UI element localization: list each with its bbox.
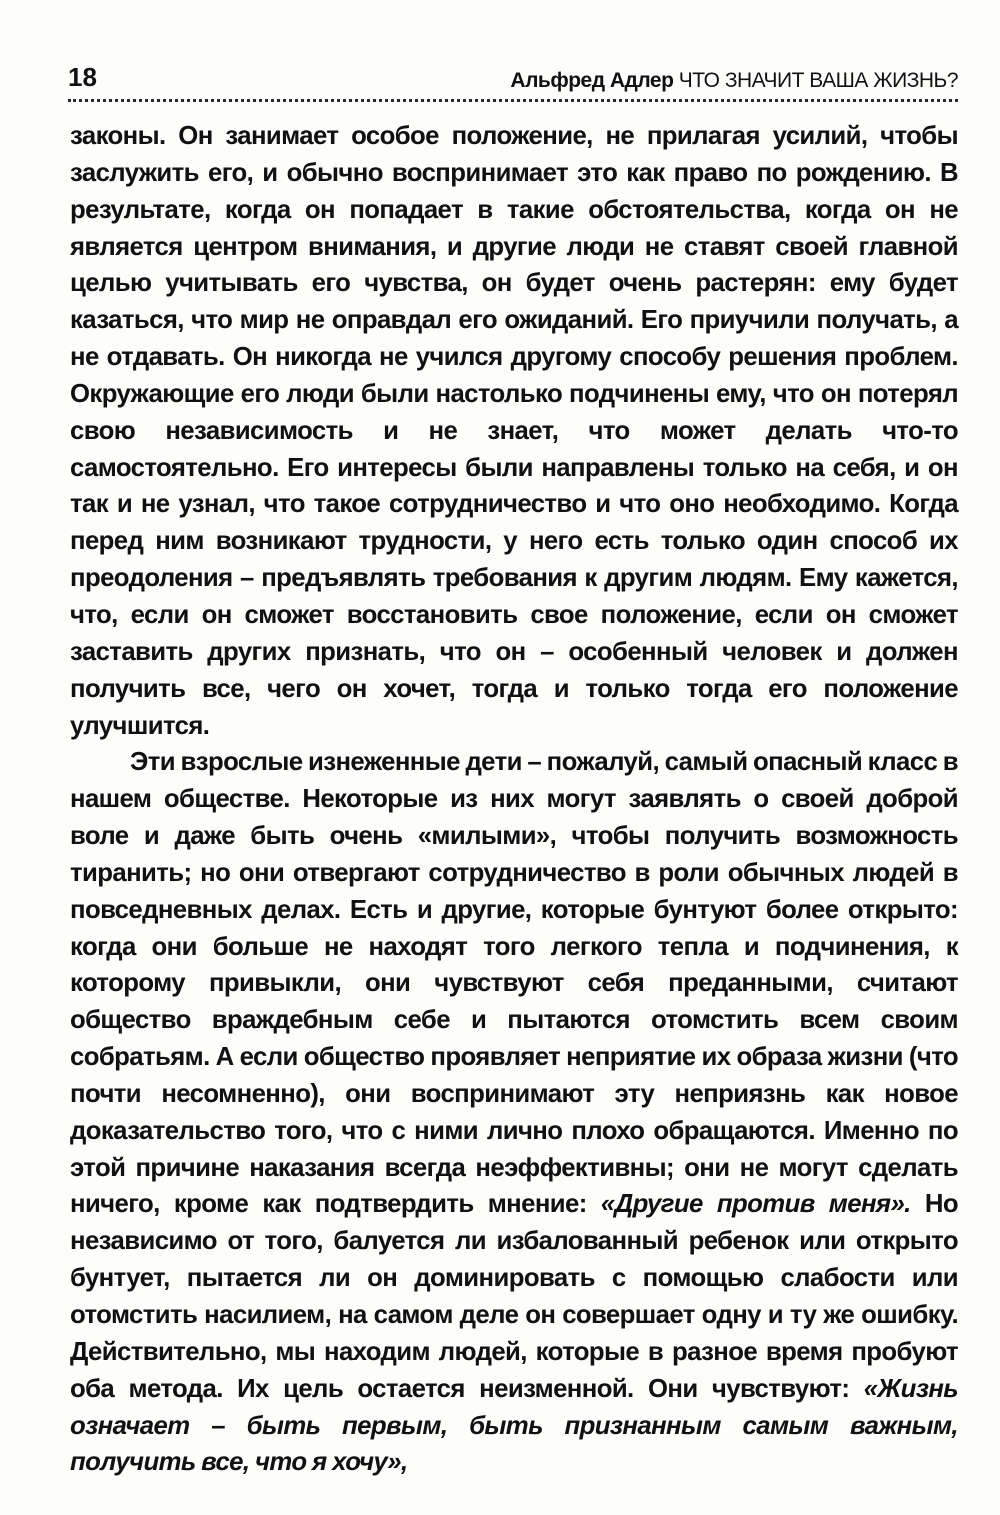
- header-book-title: ЧТО ЗНАЧИТ ВАША ЖИЗНЬ?: [678, 69, 958, 92]
- header-title-group: [510, 69, 958, 93]
- paragraph-2-quote-b: «Жизнь означает – быть первым, быть признанным самым важным, получить все, что я хочу»,: [70, 1374, 958, 1477]
- header-author: Альфред Адлер: [510, 69, 674, 92]
- body-text: [70, 118, 958, 1481]
- paragraph-2: [70, 744, 958, 1481]
- running-header: [68, 62, 958, 102]
- paragraph-1: законы. Он занимает особое положение, не прилагая усилий, чтобы заслужить его, и обычно воспринимает это как право по рождению. В результате, когда он попадает в такие обстоятельства, когда он не является центром внимания, и другие люди не ставят своей главной целью учитывать его чувства, он будет очень растерян: ему будет казаться, что мир не оправдал его ожиданий. Его приучили получать, а не отдавать. Он никогда не учился другому способу решения проблем. Окружающие его люди были настолько подчинены ему, что он потерял свою независимость и не знает, что может делать что-то самостоятельно. Его интересы были направлены только на себя, и он так и не узнал, что такое сотрудничество и что оно необходимо. Когда перед ним возникают трудности, у него есть только один способ их преодоления – предъявлять требования к другим людям. Ему кажется, что, если он сможет восстановить свое положение, если он сможет заставить других признать, что он – особенный человек и должен получить все, чего он хочет, тогда и только тогда его положение улучшится.: [70, 122, 958, 740]
- paragraph-2-text-b: Но независимо от того, балуется ли избалованный ребенок или открыто бунтует, пытается ли он доминировать с помощью слабости или отомстить насилием, на самом деле он совершает одну и ту же ошибку. Действительно, мы находим людей, которые в разное время пробуют оба метода. Их цель остается неизменной. Они чувствуют:: [70, 1190, 959, 1403]
- page-number: 18: [68, 62, 97, 92]
- paragraph-2-quote-a: «Другие против меня».: [600, 1190, 911, 1219]
- paragraph-2-text-a: Эти взрослые изнеженные дети – пожалуй, самый опасный класс в нашем обществе. Некоторые из них могут заявлять о своей доброй воле и даже быть очень «милыми», чтобы получить возможность тиранить; но они отвергают сотрудничество в роли обычных людей в повседневных делах. Есть и другие, которые бунтуют более открыто: когда они больше не находят того легкого тепла и подчинения, к которому привыкли, они чувствуют себя преданными, считают общество враждебным себе и пытаются отомстить всем своим собратьям. А если общество проявляет неприятие их образа жизни (что почти несомненно), они воспринимают эту неприязнь как новое доказательство того, что с ними лично плохо обращаются. Именно по этой причине наказания всегда неэффективны; они не могут сделать ничего, кроме как подтвердить мнение:: [70, 748, 958, 1219]
